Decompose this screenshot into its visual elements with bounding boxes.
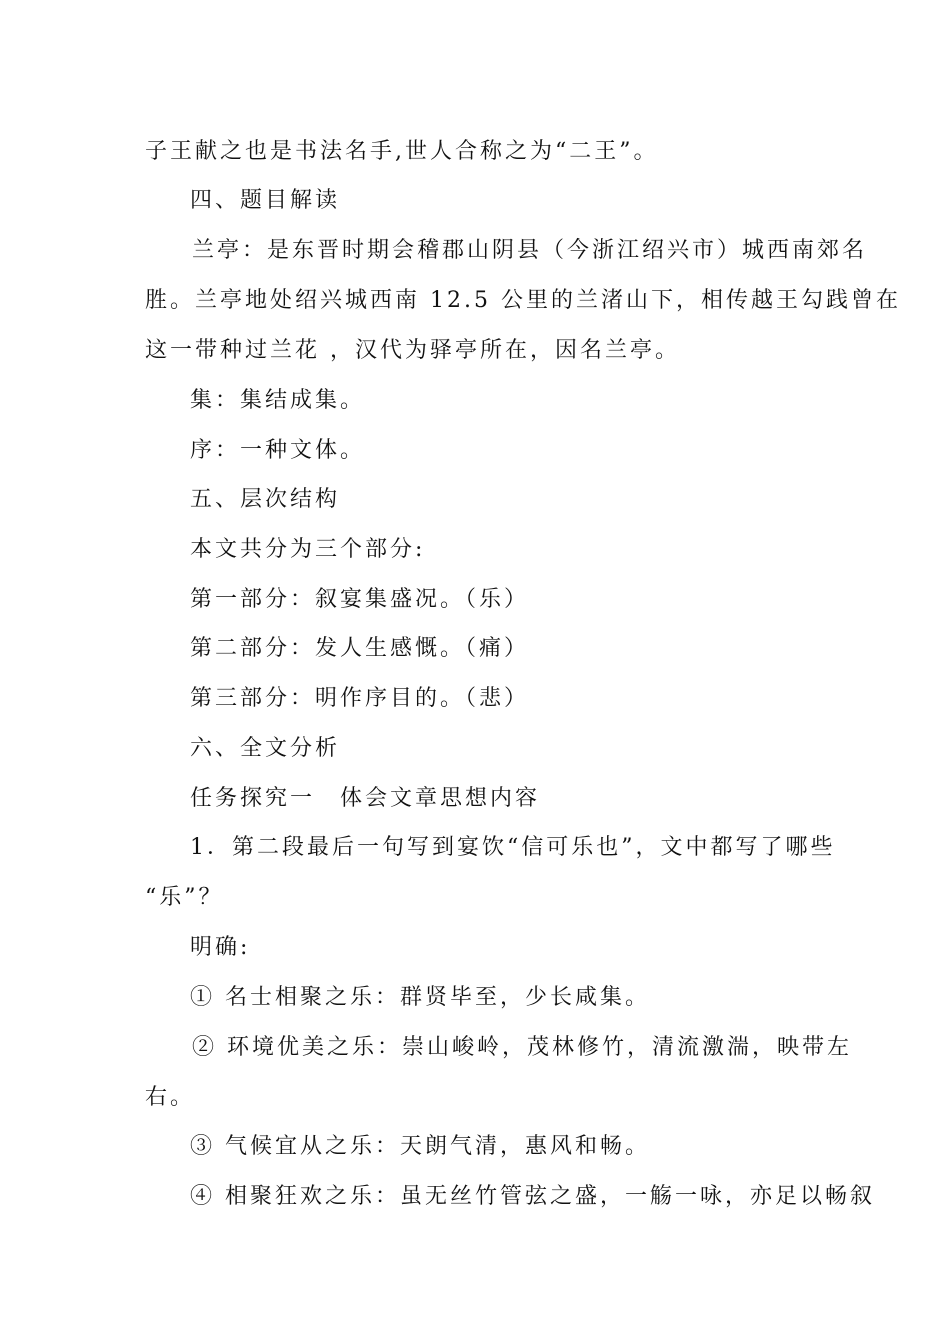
- text-line: 右。: [145, 1085, 196, 1110]
- list-item: ② 环境优美之乐：崇山峻岭，茂林修竹，清流激湍，映带左: [192, 1035, 852, 1060]
- text-line: 任务探究一 体会文章思想内容: [190, 786, 541, 811]
- list-item: ④ 相聚狂欢之乐：虽无丝竹管弦之盛，一觞一咏，亦足以畅叙: [190, 1184, 875, 1209]
- text-line: 胜。兰亭地处绍兴城西南 12.5 公里的兰渚山下，相传越王勾践曾在: [145, 288, 901, 313]
- text-line: 集：集结成集。: [190, 388, 366, 413]
- section-heading: 五、层次结构: [190, 487, 341, 512]
- list-item: ① 名士相聚之乐：群贤毕至，少长咸集。: [190, 985, 650, 1010]
- section-heading: 四、题目解读: [190, 188, 341, 213]
- text-line: 第三部分：明作序目的。（悲）: [190, 686, 530, 711]
- text-line: “乐”？: [145, 885, 224, 910]
- text-line: 这一带种过兰花 ，汉代为驿亭所在，因名兰亭。: [145, 338, 680, 363]
- text-line: 兰亭：是东晋时期会稽郡山阴县（今浙江绍兴市）城西南郊名: [192, 238, 868, 263]
- text-line: 1．第二段最后一句写到宴饮“信可乐也”，文中都写了哪些: [190, 835, 836, 860]
- text-line: 第二部分：发人生感慨。（痛）: [190, 636, 530, 661]
- text-line: 明确:: [190, 935, 251, 960]
- text-line: 子王献之也是书法名手,世人合称之为“二王”。: [145, 139, 659, 164]
- text-line: 本文共分为三个部分:: [190, 537, 426, 562]
- section-heading: 六、全文分析: [190, 736, 341, 761]
- text-line: 序：一种文体。: [190, 438, 366, 463]
- list-item: ③ 气候宜从之乐：天朗气清，惠风和畅。: [190, 1134, 650, 1159]
- text-line: 第一部分：叙宴集盛况。（乐）: [190, 587, 530, 612]
